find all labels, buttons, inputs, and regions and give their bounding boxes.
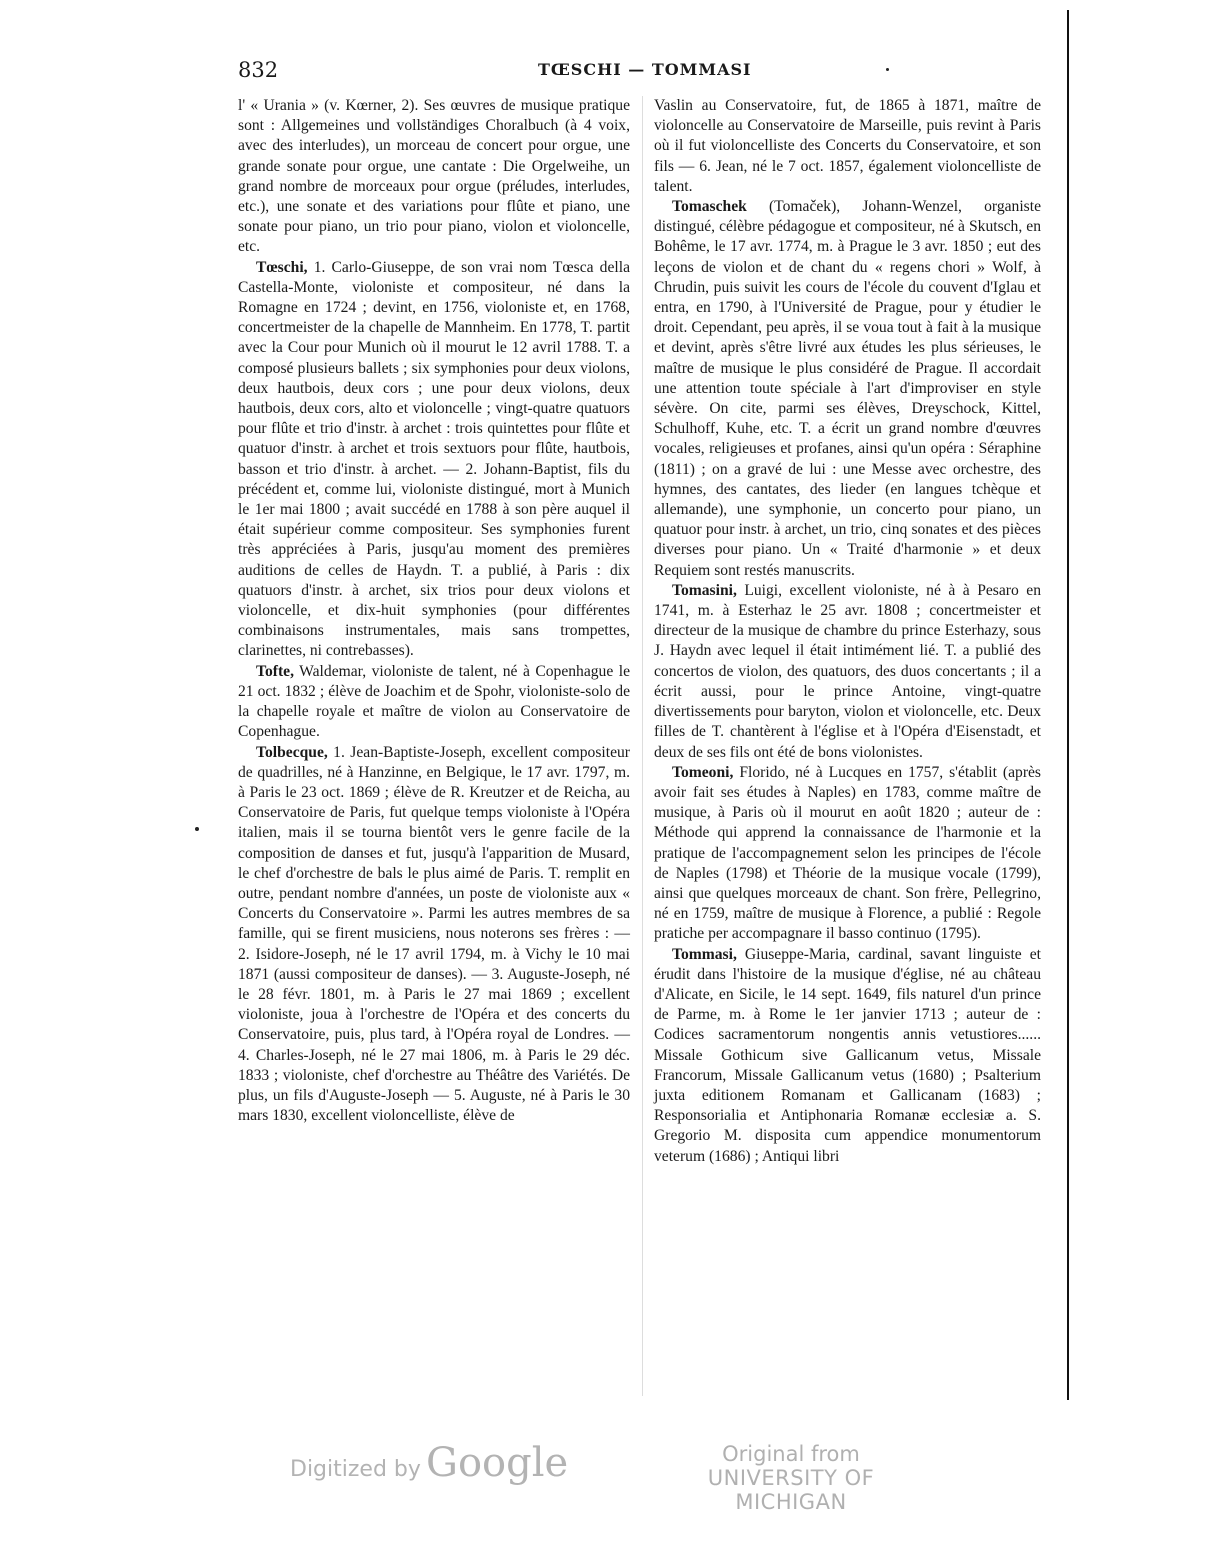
entry-headword: Tœschi, bbox=[256, 258, 308, 276]
running-title: TŒSCHI — TOMMASI bbox=[538, 60, 752, 79]
entry-headword: Tomaschek bbox=[672, 198, 747, 216]
digitized-by-google-watermark bbox=[290, 1440, 568, 1486]
original-from-label: Original from bbox=[722, 1442, 860, 1466]
right-column bbox=[654, 96, 1041, 1167]
entry-tommasi: Tommasi, Giuseppe-Maria, cardinal, savant linguiste et érudit dans l'histoire de la musique d'église, né au château d'Alicate, en Sicile, le 14 sept. 1649, fils naturel d'un prince de Parme, m. à Rome le 1er janvier 1713 ; auteur de : Codices sacramentorum nongentis annis vetustiores...... Missale Gothicum sive Gallicanum vetus, Missale Francorum, Missale Gallicanum vetus (1680) ; Psalterium juxta editionem Romanam et Gallicanam (1683) ; Responsorialia et Antiphonaria Romanæ ecclesiæ a. S. Gregorio M. disposita cum appendice monumentorum veterum (1686) ; Antiqui libri bbox=[654, 945, 1041, 1165]
university-label: UNIVERSITY OF MICHIGAN bbox=[707, 1466, 875, 1514]
entry-headword: Tomasini, bbox=[672, 581, 737, 599]
entry-tomasini: Tomasini, Luigi, excellent violoniste, né à à Pesaro en 1741, m. à Esterhaz le 25 avr. 1808 ; concertmeister et directeur de la musique de chambre du prince Esterhazy, sous J. Haydn avec lequel il était intimément lié. T. a publié des concertos de violon, des quatuors, des duos concertants ; il a écrit aussi, pour le prince Antoine, vingt-quatre divertissements pour baryton, violon et violoncelle, etc. Deux filles de T. chantèrent à l'église et à l'Opéra d'Eisenstadt, et deux de ses fils ont été de bons violonistes. bbox=[654, 581, 1041, 761]
entry-headword: Tommasi, bbox=[672, 945, 737, 963]
entry-tolbecque: Tolbecque, 1. Jean-Baptiste-Joseph, excellent compositeur de quadrilles, né à Hanzinne, en Belgique, le 17 avr. 1797, m. à Paris le 23 oct. 1869 ; élève de R. Kreutzer et de Reicha, au Conservatoire de Paris, fut quelque temps violoniste à l'Opéra italien, mais il se tourna bientôt vers le genre facile de la composition de danses et fut, jusqu'à l'apparition de Musard, le chef d'orchestre de bals le plus aimé de Paris. T. remplit en outre, pendant nombre d'années, un poste de violoniste aux « Concerts du Conservatoire ». Parmi les autres membres de sa famille, qui se firent musiciens, nous noterons ses frères : — 2. Isidore-Joseph, né le 17 avril 1794, m. à Vichy le 10 mai 1871 (aussi compositeur de danses). — 3. Auguste-Joseph, né le 28 févr. 1801, m. à Paris le 27 mai 1869 ; excellent violoniste, joua à l'orchestre de l'Opéra et des concerts du Conservatoire, puis, plus tard, à l'Opéra royal de Londres. — 4. Charles-Joseph, né le 27 mai 1806, m. à Paris le 29 déc. 1833 ; violoniste, chef d'orchestre au Théâtre des Variétés. De plus, un fils d'Auguste-Joseph — 5. Auguste, né à Paris le 30 mars 1830, excellent violoncelliste, élève de bbox=[238, 743, 630, 1125]
entry-continuation: Vaslin au Conservatoire, fut, de 1865 à 1871, maître de violoncelle au Conservatoire de Marseille, puis revint à Paris où il fut violoncelliste des Concerts du Conservatoire, et son fils — 6. Jean, né le 7 oct. 1857, également violoncelliste de talent. bbox=[654, 97, 1041, 195]
column-divider bbox=[642, 96, 643, 1396]
digitized-by-label: Digitized by bbox=[290, 1457, 421, 1482]
page-header bbox=[238, 52, 1038, 86]
entry-headword: Tomeoni, bbox=[672, 763, 734, 781]
page-edge-line bbox=[1067, 10, 1069, 1400]
page-number: 832 bbox=[238, 58, 279, 82]
entry-toeschi: Tœschi, 1. Carlo-Giuseppe, de son vrai nom Tœsca della Castella-Monte, violoniste et compositeur, né dans la Romagne en 1724 ; devint, en 1756, violoniste et, en 1768, concertmeister de la chapelle de Mannheim. En 1778, T. partit avec la Cour pour Munich où il mourut le 12 avril 1788. T. a composé plusieurs ballets ; six symphonies pour deux violons, deux hautbois, deux cors ; une pour deux violons, deux hautbois, deux cors, alto et violoncelle ; vingt-quatre quatuors pour flûte et trio d'instr. à archet : trois quintettes pour flûte et quatuor d'instr. à archet et trois sextuors pour flûte, hautbois, basson et trio d'instr. à archet. — 2. Johann-Baptist, fils du précédent et, comme lui, violoniste distingué, mort à Munich le 1er mai 1800 ; avait succédé en 1788 à son père auquel il était supérieur comme compositeur. Ses symphonies furent très appréciées à Paris, jusqu'au moment des premières auditions de celles de Haydn. T. a publié, à Paris : dix quatuors d'instr. à archet, six trios pour deux violons et violoncelle, et dix-huit symphonies (pour différentes combinaisons instrumentales, mais sans trompettes, clarinettes, ni contrebasses). bbox=[238, 258, 630, 660]
left-column bbox=[238, 96, 630, 1126]
google-logo: Google bbox=[426, 1440, 569, 1486]
original-from-watermark bbox=[666, 1442, 916, 1514]
scan-speck bbox=[886, 68, 889, 71]
scan-speck bbox=[195, 827, 199, 831]
entry-headword: Tofte, bbox=[256, 662, 294, 680]
entry-tomaschek: Tomaschek (Tomaček), Johann-Wenzel, organiste distingué, célèbre pédagogue et compositeur, né à Skutsch, en Bohême, le 17 avr. 1774, m. à Prague le 3 avr. 1850 ; eut des leçons de violon et de chant du « regens chori » Wolf, à Chrudin, puis suivit les cours de l'école du couvent d'Iglau et entra, en 1790, à l'Université de Prague, pour y étudier le droit. Cependant, peu après, il se voua tout à fait à la musique et devint, après s'être livré aux études les plus sérieuses, le maître de musique le plus considéré de Prague. Il accordait une attention toute spéciale à l'art d'improviser en style sévère. On cite, parmi ses élèves, Dreyschock, Kittel, Schulhoff, Kuhe, etc. T. a écrit un grand nombre d'œuvres vocales, religieuses et profanes, ainsi qu'un opéra : Séraphine (1811) ; on a gravé de lui : une Messe avec orchestre, des hymnes, des cantates, des lieder (en langues tchèque et allemande), une symphonie, un concerto pour piano, un quatuor pour instr. à archet, un trio, cinq sonates et des pièces diverses pour piano. Un « Traité d'harmonie » et deux Requiem sont restés manuscrits. bbox=[654, 198, 1041, 579]
entry-tomeoni: Tomeoni, Florido, né à Lucques en 1757, s'établit (après avoir fait ses études à Naples) en 1783, comme maître de musique, à Paris où il mourut en août 1820 ; auteur de : Méthode qui apprend la connaissance de l'harmonie et la pratique de l'accompagnement selon les principes de l'école de Naples (1798) et Théorie de la musique vocale (1799), ainsi que quelques morceaux de chant. Son frère, Pellegrino, né en 1759, maître de musique à Florence, a publié : Regole pratiche per accompagnare il basso continuo (1795). bbox=[654, 763, 1041, 943]
entry-headword: Tolbecque, bbox=[256, 743, 328, 761]
entry-tofte: Tofte, Waldemar, violoniste de talent, né à Copenhague le 21 oct. 1832 ; élève de Joachim et de Spohr, violoniste-solo de la chapelle royale et maître de violon au Conservatoire de Copenhague. bbox=[238, 662, 630, 741]
entry-continuation: l' « Urania » (v. Kœrner, 2). Ses œuvres de musique pratique sont : Allgemeines und vollständiges Choralbuch (à 4 voix, avec des interludes), un morceau de concert pour orgue, une grande sonate pour orgue, une cantate : Die Orgelweihe, un grand nombre de morceaux pour orgue (préludes, interludes, etc.), une sonate et des variations pour flûte et piano, une sonate pour piano, un trio pour piano, violon et violoncelle, etc. bbox=[238, 97, 630, 256]
